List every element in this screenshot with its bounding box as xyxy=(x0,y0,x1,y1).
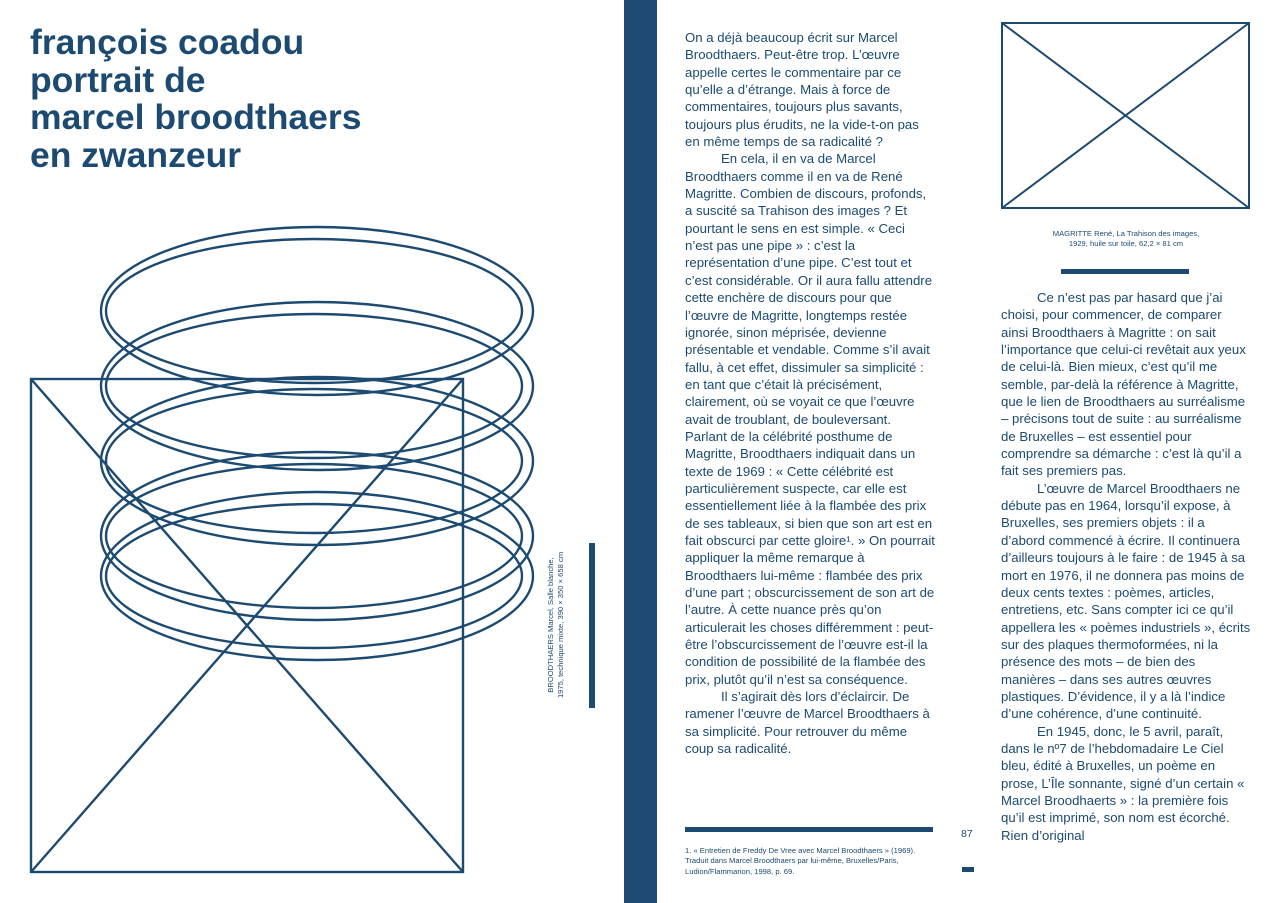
section-rule xyxy=(1061,269,1189,274)
caption-line: BROODTHAERS Marcel, Salle blanche, xyxy=(546,557,555,693)
title-line: marcel broodthaers xyxy=(30,97,362,137)
caption-line: 1929, huile sur toile, 62,2 × 81 cm xyxy=(1068,239,1184,248)
ring-inner xyxy=(106,239,522,383)
salle-blanche-illustration xyxy=(0,0,600,903)
page-number: 87 xyxy=(961,828,973,840)
caption-line: MAGRITTE René, La Trahison des images, xyxy=(1052,229,1200,238)
image-placeholder xyxy=(1001,22,1251,210)
footnote-rule xyxy=(685,827,933,832)
text-column-right xyxy=(1001,289,1251,844)
page-number-mark xyxy=(962,867,974,872)
paragraph: Ce n’est pas par hasard que j’ai choisi, pour commencer, de comparer ainsi Broodthaers à Magritte : on sait l’importance que celui-ci revêtait aux yeux de celui-là. Bien mieux, c’est qu’il me semble, par-delà la référence à Magritte, que le lien de Broodthaers au surréalisme – précisons tout de suite : au surréalisme de Bruxelles – est essentiel pour comprendre sa démarche : c’est là qu’il a fait ses premiers pas. xyxy=(1001,290,1246,479)
page-gutter-band xyxy=(624,0,657,903)
ring-inner xyxy=(106,389,522,533)
figure-caption-magritte xyxy=(1001,229,1251,249)
caption-line: 1975, technique mixte, 390 × 350 × 658 cm xyxy=(556,551,565,699)
figure-caption-broodthaers xyxy=(546,475,566,775)
paragraph: On a déjà beaucoup écrit sur Marcel Broodthaers. Peut-être trop. L’œuvre appelle certes le commentaire par ce qu’elle a d’étrange. Mais à force de commentaires, toujours plus savants, toujours plus érudits, ne la vide-t-on pas en même temps de sa radicalité ? xyxy=(685,30,919,150)
ring-outer xyxy=(101,452,533,620)
title-line: portrait de xyxy=(30,59,206,100)
ring-inner xyxy=(106,314,522,458)
paragraph: Il s’agirait dès lors d’éclaircir. De ramener l’œuvre de Marcel Broodthaers à sa simplicité. Pour retrouver du même coup sa radicalité. xyxy=(685,689,930,757)
ring-outer xyxy=(101,302,533,470)
title-line: françois coadou xyxy=(30,22,305,62)
paragraph: L’œuvre de Marcel Broodthaers ne débute pas en 1964, lorsqu’il expose, à Bruxelles, ses premiers objets : il a d’abord commencé à écrire. Il continuera d’ailleurs toujours à le faire : de 1945 à sa mort en 1976, il ne donnera pas moins de deux cents textes : poèmes, articles, entretiens, etc. Sans compter ici ce qu’il appellera les « poèmes industriels », écrits sur des plaques thermoformées, ni la présence des mots – de bien des manières – dans ses autres œuvres plastiques. D’évidence, il y a là l’indice d’une cohérence, d’une continuité. xyxy=(1001,480,1251,722)
footnote-text: 1. « Entretien de Freddy De Vree avec Marcel Broodthaers » (1969). Traduit dans Marcel Broodthaers par lui-même, Bruxelles/Paris, Ludion/Flammarion, 1998, p. 69. xyxy=(685,846,916,876)
footnote xyxy=(685,846,933,877)
paragraph: En 1945, donc, le 5 avril, paraît, dans le nº7 de l’hebdomadaire Le Ciel bleu, édité à Bruxelles, un poème en prose, L’Île sonnante, signé d’un certain « Marcel Broodhaerts » : la première fois qu’il est imprimé, son nom est écorché. Rien d’original xyxy=(1001,723,1245,843)
ring-outer xyxy=(101,227,533,395)
text-column-left xyxy=(685,29,935,757)
paragraph: En cela, il en va de Marcel Broodthaers comme il en va de René Magritte. Combien de discours, profonds, a suscité sa Trahison des images ? Et pourtant le sens en est simple. « Ceci n’est pas une pipe » : c’est la représentation d’une pipe. C’est tout et c’est considérable. Or il aura fallu attendre cette enchère de discours pour que l’œuvre de Magritte, longtemps restée ignorée, sinon méprisée, devienne présentable et vendable. Comme s’il avait fallu, à cet effet, dissimuler sa simplicité : en tant que c’était là précisément, clairement, où se voyait ce que l’œuvre avait de troublant, de bouleversant. Parlant de la célébrité posthume de Magritte, Broodthaers indiquait dans un texte de 1969 : « Cette célébrité est particulièrement suspecte, car elle est essentiellement liée à la flambée des prix de ses tableaux, si bien que son art est en fait obscurci par cette gloire¹. » On pourrait appliquer la même remarque à Broodthaers lui-même : flambée des prix d’une part ; obscurcissement de son art de l’autre. À cette nuance près qu’on articulerait les choses différemment : peut-être l’obscurcissement de l’œuvre est-il la condition de possibilité de la flambée des prix, plutôt qu’il n’est sa conséquence. xyxy=(685,151,935,687)
ring-outer xyxy=(101,492,533,660)
ring-inner xyxy=(106,504,522,648)
magritte-figure-placeholder xyxy=(1001,22,1251,215)
title-line: en zwanzeur xyxy=(30,134,242,175)
caption-rule xyxy=(589,543,595,708)
ring-outer xyxy=(101,377,533,545)
